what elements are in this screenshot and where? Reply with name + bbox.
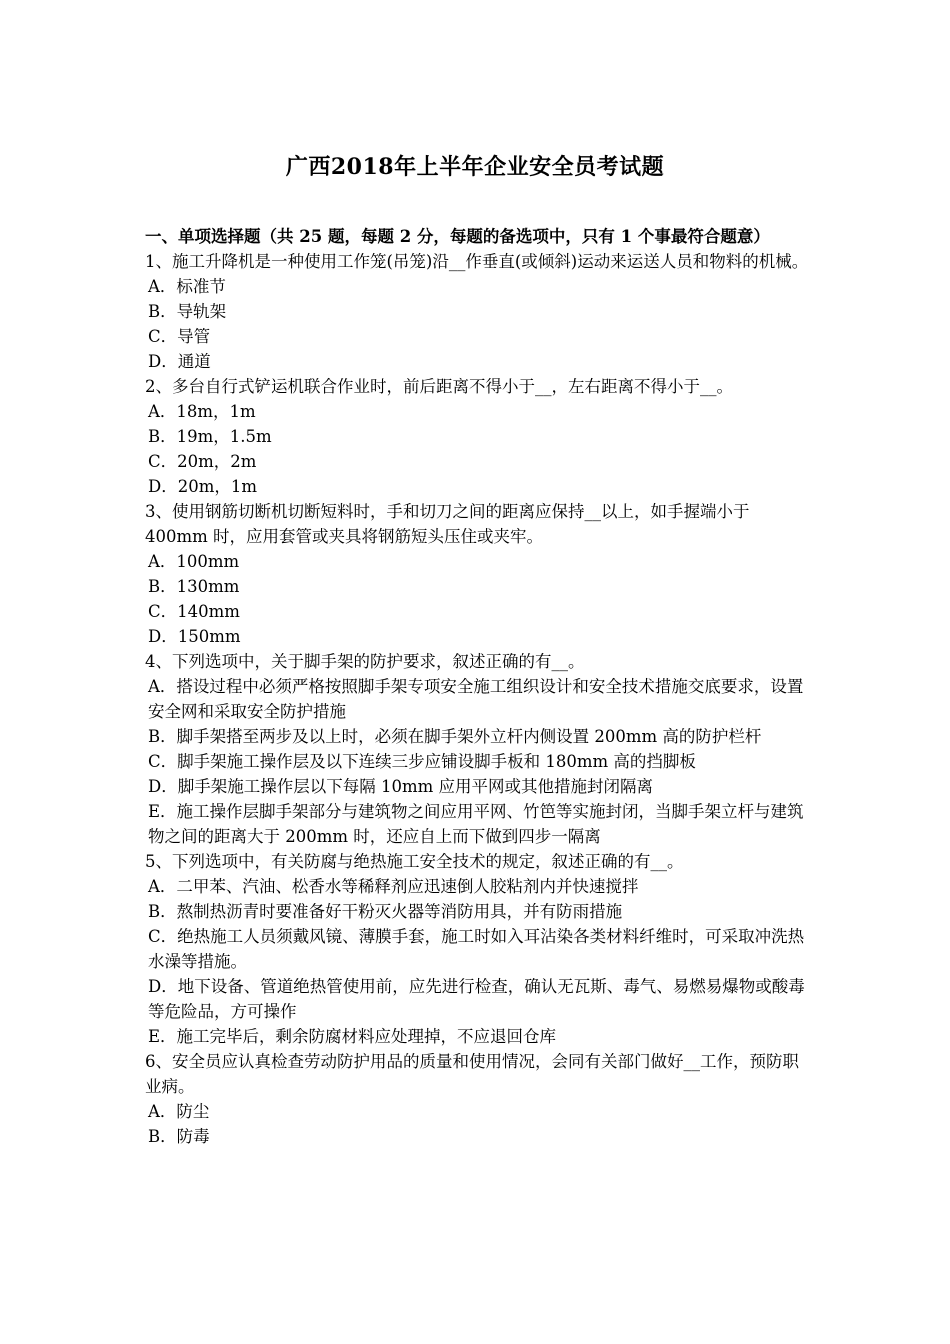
question-item: [145, 1049, 813, 1149]
answer-option: C．20m，2m: [148, 452, 257, 471]
question-text: 3、使用钢筋切断机切断短料时，手和切刀之间的距离应保持__以上，如手握端小于 400mm 时，应用套管或夹具将钢筋短头压住或夹牢。: [145, 502, 750, 546]
question-text: 6、安全员应认真检查劳动防护用品的质量和使用情况，会同有关部门做好__工作，预防职业病。: [145, 1052, 799, 1096]
answer-option: E．施工操作层脚手架部分与建筑物之间应用平网、竹笆等实施封闭，当脚手架立杆与建筑物之间的距离大于 200mm 时，还应自上而下做到四步一隔离: [148, 802, 804, 846]
question-text: 4、下列选项中，关于脚手架的防护要求，叙述正确的有__。: [145, 652, 585, 671]
answer-option: D．脚手架施工操作层以下每隔 10mm 应用平网或其他措施封闭隔离: [148, 777, 654, 796]
answer-option: C．脚手架施工操作层及以下连续三步应铺设脚手板和 180mm 高的挡脚板: [148, 752, 696, 771]
answer-option: B．防毒: [148, 1127, 210, 1146]
answer-option: D．150mm: [148, 627, 241, 646]
document-body: [145, 224, 813, 1149]
answer-option: D．地下设备、管道绝热管使用前，应先进行检查，确认无瓦斯、毒气、易燃易爆物或酸毒等危险品，方可操作: [148, 977, 805, 1021]
answer-option: B．130mm: [148, 577, 240, 596]
question-text: 5、下列选项中，有关防腐与绝热施工安全技术的规定，叙述正确的有__。: [145, 852, 684, 871]
answer-option: D．通道: [148, 352, 211, 371]
question-list: [145, 249, 813, 1149]
question-item: [145, 499, 813, 649]
question-text: 1、施工升降机是一种使用工作笼(吊笼)沿__作垂直(或倾斜)运动来运送人员和物料的机械。: [145, 252, 809, 271]
answer-option: B．19m，1.5m: [148, 427, 272, 446]
answer-option: A．防尘: [148, 1102, 210, 1121]
answer-option: E．施工完毕后，剩余防腐材料应处理掉，不应退回仓库: [148, 1027, 557, 1046]
answer-option: A．100mm: [148, 552, 240, 571]
section-heading: 一、单项选择题（共 25 题，每题 2 分，每题的备选项中，只有 1 个事最符合题意）: [145, 227, 770, 246]
answer-option: C．140mm: [148, 602, 240, 621]
answer-option: B．熬制热沥青时要准备好干粉灭火器等消防用具，并有防雨措施: [148, 902, 623, 921]
answer-option: B．脚手架搭至两步及以上时，必须在脚手架外立杆内侧设置 200mm 高的防护栏杆: [148, 727, 762, 746]
page-title: 广西2018年上半年企业安全员考试题: [285, 154, 665, 180]
answer-option: D．20m，1m: [148, 477, 258, 496]
question-item: [145, 849, 813, 1049]
answer-option: A．18m，1m: [148, 402, 256, 421]
answer-option: C．绝热施工人员须戴风镜、薄膜手套，施工时如入耳沾染各类材料纤维时，可采取冲洗热水澡等措施。: [148, 927, 805, 971]
answer-option: A．二甲苯、汽油、松香水等稀释剂应迅速倒人胶粘剂内并快速搅拌: [148, 877, 639, 896]
question-item: [145, 249, 813, 374]
answer-option: A．标准节: [148, 277, 226, 296]
answer-option: A．搭设过程中必须严格按照脚手架专项安全施工组织设计和安全技术措施交底要求，设置安全网和采取安全防护措施: [148, 677, 804, 721]
question-item: [145, 374, 813, 499]
answer-option: B．导轨架: [148, 302, 227, 321]
answer-option: C．导管: [148, 327, 211, 346]
question-item: [145, 649, 813, 849]
question-text: 2、多台自行式铲运机联合作业时，前后距离不得小于__，左右距离不得小于__。: [145, 377, 733, 396]
